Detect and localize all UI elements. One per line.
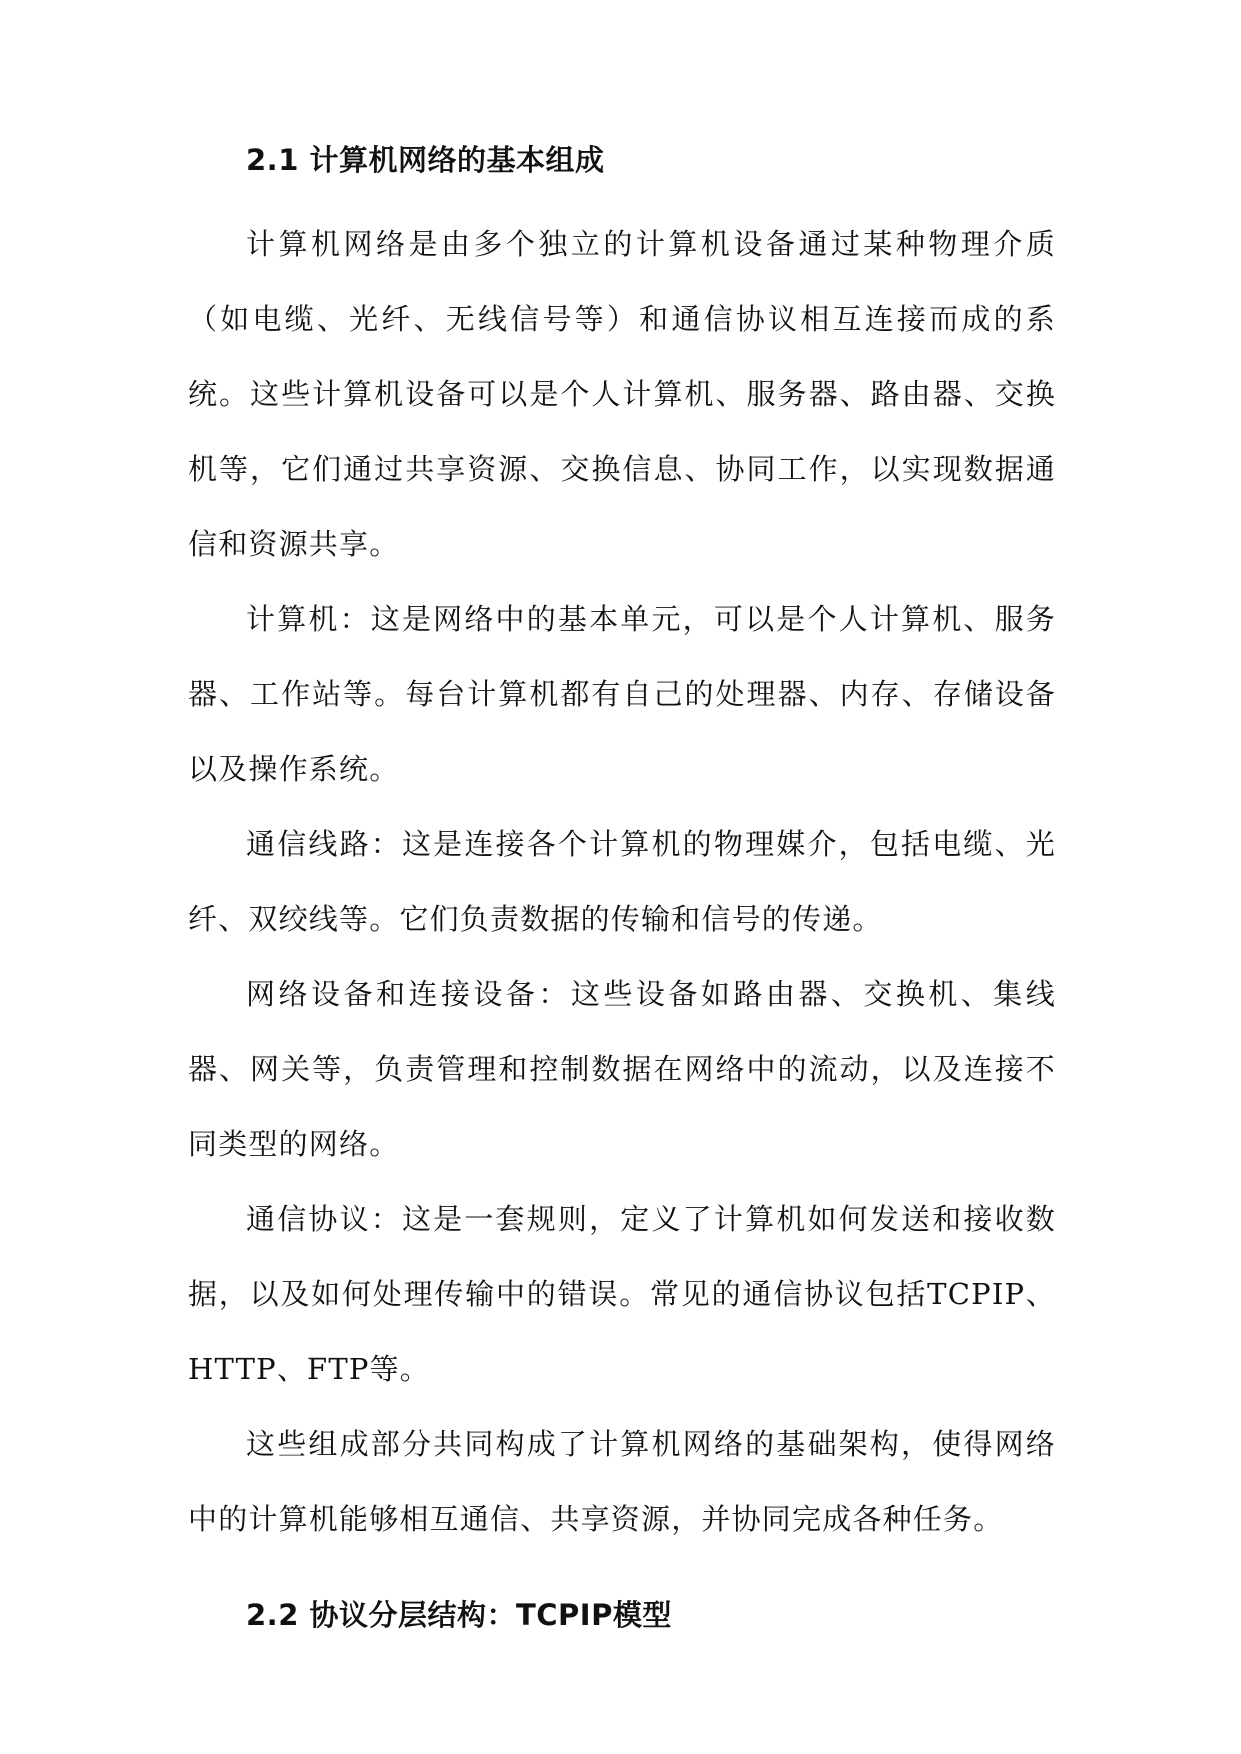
section-heading-2-2: 2.2 协议分层结构：TCPIP模型 (246, 1598, 672, 1632)
paragraph-protocols: 通信协议：这是一套规则，定义了计算机如何发送和接收数据，以及如何处理传输中的错误。常见的通信协议包括TCPIP、HTTP、FTP等。 (188, 1202, 1056, 1386)
paragraph-network-devices: 网络设备和连接设备：这些设备如路由器、交换机、集线器、网关等，负责管理和控制数据在网络中的流动，以及连接不同类型的网络。 (188, 977, 1056, 1161)
paragraph-network-definition: 计算机网络是由多个独立的计算机设备通过某种物理介质（如电缆、光纤、无线信号等）和通信协议相互连接而成的系统。这些计算机设备可以是个人计算机、服务器、路由器、交换机等，它们通过共享资源、交换信息、协同工作，以实现数据通信和资源共享。 (188, 227, 1056, 561)
paragraph-communication-lines: 通信线路：这是连接各个计算机的物理媒介，包括电缆、光纤、双绞线等。它们负责数据的传输和信号的传递。 (188, 827, 1056, 936)
paragraph-computer: 计算机：这是网络中的基本单元，可以是个人计算机、服务器、工作站等。每台计算机都有自己的处理器、内存、存储设备以及操作系统。 (188, 602, 1056, 786)
section-heading-2-1: 2.1 计算机网络的基本组成 (246, 143, 605, 177)
document-body (188, 140, 1056, 1635)
paragraph-summary: 这些组成部分共同构成了计算机网络的基础架构，使得网络中的计算机能够相互通信、共享资源，并协同完成各种任务。 (188, 1427, 1056, 1536)
